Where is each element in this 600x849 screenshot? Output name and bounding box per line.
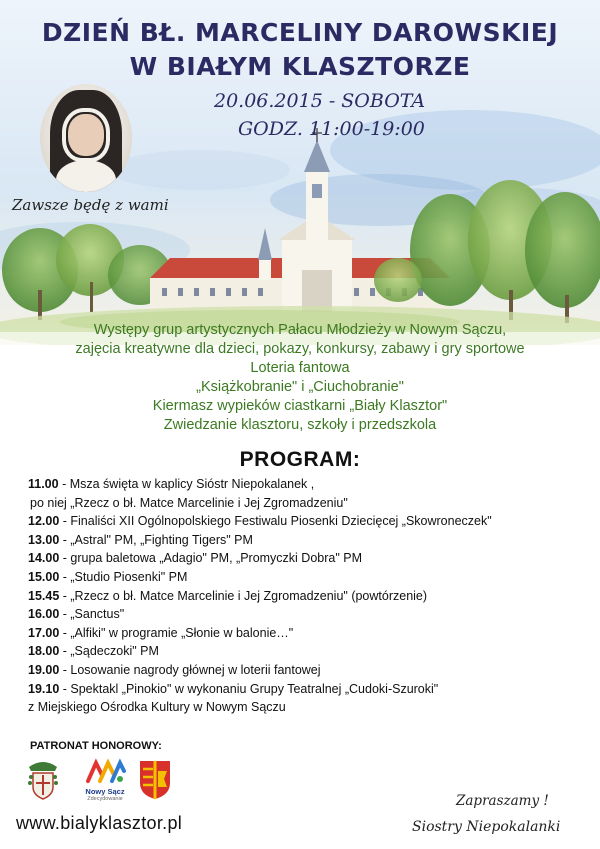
program-time: 19.10: [28, 681, 60, 696]
program-time: 13.00: [28, 532, 60, 547]
program-text: - Msza święta w kaplicy Sióstr Niepokalanek ,: [58, 477, 315, 491]
motto: Zawsze będę z wami: [12, 196, 169, 214]
event-date: 20.06.2015 - SOBOTA: [214, 90, 426, 112]
closing-invitation: Zapraszamy !: [456, 793, 549, 809]
program-row: [28, 568, 588, 587]
program-row: [28, 587, 588, 606]
nowy-sacz-mark-icon: [80, 757, 130, 787]
nowy-sacz-label: Nowy Sącz: [85, 787, 125, 796]
program-row: [28, 605, 588, 624]
program-row: [28, 642, 588, 661]
event-hours: GODZ. 11:00-19:00: [238, 118, 425, 140]
info-line: Kiermasz wypieków ciastkarni „Biały Klasztor": [152, 398, 448, 414]
info-line: Występy grup artystycznych Pałacu Młodzieży w Nowym Sączu,: [93, 322, 507, 338]
program-row: [28, 661, 588, 680]
program-text: - „Studio Piosenki" PM: [59, 569, 188, 584]
nowy-sacz-sublabel: Zdecydowanie: [87, 796, 123, 802]
patronage-label: PATRONAT HONOROWY:: [30, 740, 162, 752]
program-text: - „Rzecz o bł. Matce Marcelinie i Jej Zgromadzeniu" (powtórzenie): [59, 588, 428, 603]
program-row: [28, 531, 588, 550]
organizer-signature: Siostry Niepokalanki: [412, 819, 561, 835]
program-text: - „Sanctus": [59, 607, 125, 622]
program-text: - „Astral" PM, „Fighting Tigers" PM: [59, 532, 253, 547]
program-text: - Losowanie nagrody głównej w loterii fantowej: [59, 662, 321, 677]
program-time: 15.45: [28, 588, 60, 603]
info-line: Loteria fantowa: [250, 360, 350, 376]
program-time: 17.00: [28, 625, 60, 640]
event-title-line2: W BIAŁYM KLASZTORZE: [129, 52, 471, 81]
program-time: 15.00: [28, 569, 60, 584]
program-row: [28, 624, 588, 643]
program-row: [28, 549, 588, 568]
program-time: 14.00: [28, 551, 60, 566]
program-time: 12.00: [28, 514, 60, 529]
portrait-collar: [56, 160, 116, 192]
event-title-line1: DZIEŃ BŁ. MARCELINY DAROWSKIEJ: [41, 18, 559, 47]
nowy-sacz-county-coat-logo: [138, 759, 172, 801]
program-schedule: [28, 475, 588, 717]
nowy-sacz-city-logo: [80, 757, 130, 803]
program-text: - „Alfiki" w programie „Słonie w balonie…": [59, 625, 294, 640]
program-text: - grupa baletowa „Adagio" PM, „Promyczki Dobra" PM: [59, 551, 363, 566]
program-text: z Miejskiego Ośrodka Kultury w Nowym Sączu: [28, 700, 286, 715]
program-text: po niej „Rzecz o bł. Matce Marcelinie i Jej Zgromadzeniu": [30, 495, 348, 510]
program-text: - Spektakl „Pinokio" w wykonaniu Grupy Teatralnej „Cudoki-Szuroki": [59, 681, 439, 696]
patron-logos: [20, 757, 180, 807]
program-time: 11.00: [28, 477, 59, 491]
program-row: [28, 475, 588, 494]
portrait-face: [68, 114, 104, 156]
program-row: [28, 680, 588, 699]
info-line: zajęcia kreatywne dla dzieci, pokazy, konkursy, zabawy i gry sportowe: [75, 341, 525, 357]
bishop-coat-of-arms-logo: [24, 757, 62, 803]
program-row: [28, 494, 588, 513]
program-row: [28, 512, 588, 531]
info-line: Zwiedzanie klasztoru, szkoły i przedszkola: [163, 417, 437, 433]
program-text: - „Sądeczoki" PM: [59, 644, 159, 659]
program-row: [28, 698, 588, 717]
website-link[interactable]: www.bialyklasztor.pl: [16, 813, 183, 833]
program-time: 18.00: [28, 644, 60, 659]
info-line: „Książkobranie" i „Ciuchobranie": [196, 379, 404, 395]
program-text: - Finaliści XII Ogólnopolskiego Festiwalu Piosenki Dziecięcej „Skowroneczek": [59, 514, 492, 529]
program-title: PROGRAM:: [239, 448, 361, 471]
info-block: [0, 321, 600, 435]
nun-portrait-image: [40, 84, 132, 192]
program-time: 19.00: [28, 662, 60, 677]
program-time: 16.00: [28, 607, 60, 622]
